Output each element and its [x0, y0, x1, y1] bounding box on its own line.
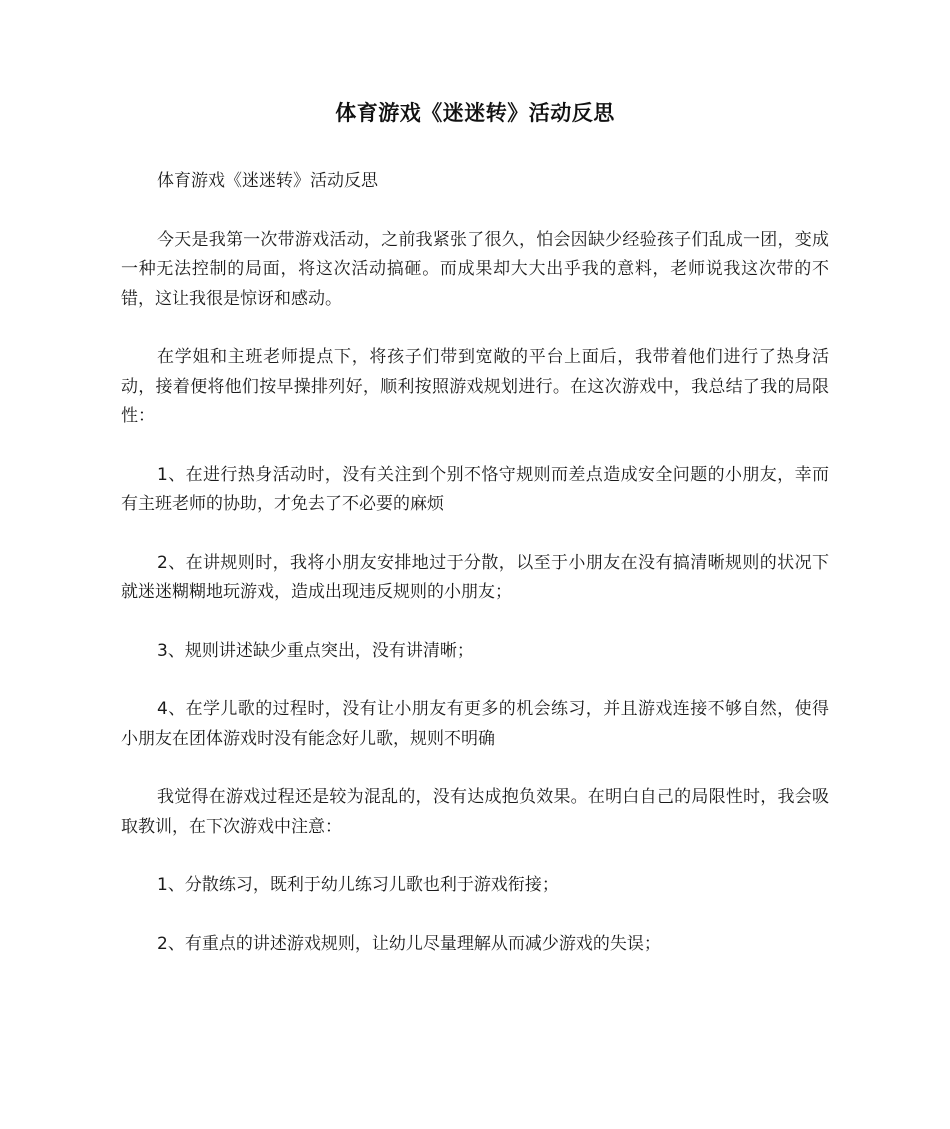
paragraph-intro: 今天是我第一次带游戏活动，之前我紧张了很久，怕会因缺少经验孩子们乱成一团，变成一种无法控制的局面，将这次活动搞砸。而成果却大大出乎我的意料，老师说我这次带的不错，这让我很是惊讶和感动。	[121, 229, 829, 309]
paragraph-improvement-2: 2、有重点的讲述游戏规则，让幼儿尽量理解从而减少游戏的失误；	[157, 933, 661, 954]
paragraph-subtitle: 体育游戏《迷迷转》活动反思	[157, 171, 378, 191]
paragraph-limitation-4: 4、在学儿歌的过程时，没有让小朋友有更多的机会练习，并且游戏连接不够自然，使得小朋友在团体游戏时没有能念好儿歌，规则不明确	[121, 699, 829, 749]
paragraph-limitation-3: 3、规则讲述缺少重点突出，没有讲清晰；	[157, 640, 474, 661]
paragraph-limitation-2: 2、在讲规则时，我将小朋友安排地过于分散，以至于小朋友在没有搞清晰规则的状况下就迷迷糊糊地玩游戏，造成出现违反规则的小朋友；	[121, 552, 829, 602]
paragraph-reflection: 我觉得在游戏过程还是较为混乱的，没有达成抱负效果。在明白自己的局限性时，我会吸取教训，在下次游戏中注意：	[121, 787, 829, 837]
document-body	[121, 167, 829, 988]
paragraph-improvement-1: 1、分散练习，既利于幼儿练习儿歌也利于游戏衔接；	[157, 875, 559, 895]
paragraph-process: 在学姐和主班老师提点下，将孩子们带到宽敞的平台上面后，我带着他们进行了热身活动，接着便将他们按早操排列好，顺利按照游戏规划进行。在这次游戏中，我总结了我的局限性：	[121, 347, 829, 426]
document-title: 体育游戏《迷迷转》活动反思	[335, 101, 615, 125]
paragraph-limitation-1: 1、在进行热身活动时，没有关注到个别不恪守规则而差点造成安全问题的小朋友，幸而有主班老师的协助，才免去了不必要的麻烦	[121, 464, 829, 514]
